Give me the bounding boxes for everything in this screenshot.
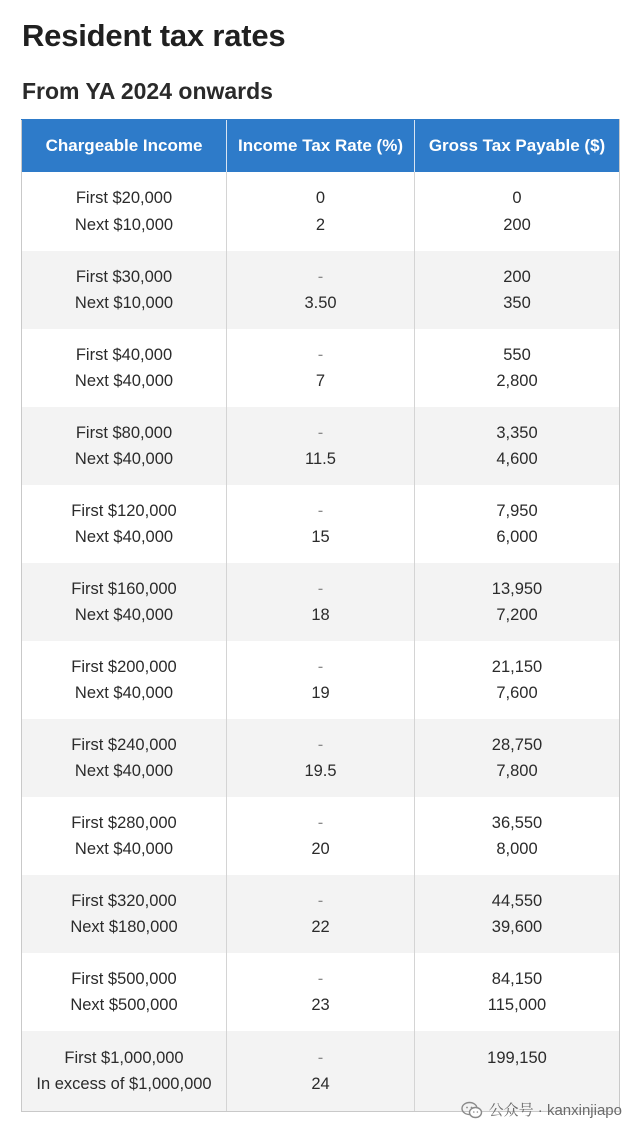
header-gross-tax-payable: Gross Tax Payable ($)	[415, 120, 620, 173]
rate-cell-line: 19	[311, 684, 330, 702]
rate-cell-line: 23	[311, 996, 330, 1014]
income-cell-line: First $20,000	[75, 189, 173, 207]
tax-cell-line: 6,000	[496, 528, 538, 546]
tax-cell	[415, 563, 620, 641]
income-cell-line: Next $40,000	[74, 450, 174, 468]
rate-cell	[227, 797, 415, 875]
income-cell-line: Next $10,000	[74, 294, 174, 312]
tax-cell	[415, 485, 620, 563]
income-cell-line: Next $40,000	[74, 762, 174, 780]
rate-cell-line: -	[317, 657, 324, 676]
table-row	[22, 641, 620, 719]
rate-cell-line: -	[317, 267, 324, 286]
income-cell	[22, 641, 227, 719]
tax-cell	[415, 797, 620, 875]
tax-cell-line: 350	[503, 294, 531, 312]
rate-cell-line: 20	[311, 840, 330, 858]
rate-cell	[227, 641, 415, 719]
header-chargeable-income: Chargeable Income	[22, 120, 227, 173]
tax-cell-line: 44,550	[491, 891, 543, 910]
table-row	[22, 407, 620, 485]
tax-cell-line: 7,200	[496, 606, 538, 624]
rate-cell-line: 18	[311, 606, 330, 624]
rate-cell-line: 15	[311, 528, 330, 546]
income-cell-line: Next $180,000	[70, 918, 178, 936]
table-row	[22, 719, 620, 797]
income-cell-line: First $80,000	[75, 423, 173, 442]
table-row	[22, 329, 620, 407]
income-cell-line: First $500,000	[71, 969, 177, 988]
tax-cell-line: 84,150	[491, 969, 543, 988]
tax-cell-line: 4,600	[496, 450, 538, 468]
tax-cell	[415, 875, 620, 953]
rate-cell-line: 7	[315, 372, 326, 390]
rate-cell-line: 11.5	[305, 450, 336, 468]
rate-cell-line: 0	[315, 189, 326, 207]
tax-cell-line: 7,600	[496, 684, 538, 702]
rate-cell-line: -	[317, 423, 324, 442]
table-row	[22, 797, 620, 875]
tax-cell-line: 7,800	[496, 762, 538, 780]
income-cell-line: Next $10,000	[74, 215, 174, 234]
rate-cell	[227, 485, 415, 563]
tax-cell-line: 8,000	[496, 840, 538, 858]
rate-cell-line: -	[317, 891, 324, 910]
income-cell-line: Next $40,000	[74, 606, 174, 624]
income-cell	[22, 407, 227, 485]
table-row	[22, 875, 620, 953]
tax-cell-line: 13,950	[491, 579, 543, 598]
income-cell-line: First $200,000	[71, 657, 177, 676]
table-row	[22, 172, 620, 251]
tax-rates-table	[21, 119, 620, 1112]
income-cell-line: Next $500,000	[70, 996, 178, 1014]
income-cell-line: First $120,000	[71, 501, 177, 520]
income-cell	[22, 251, 227, 329]
tax-cell-line: 2,800	[496, 372, 538, 390]
tax-cell-line: 7,950	[496, 501, 538, 520]
tax-cell-line: 200	[503, 267, 531, 286]
income-cell-line: First $40,000	[75, 345, 173, 364]
tax-cell-line: 550	[503, 345, 531, 364]
tax-cell	[415, 251, 620, 329]
tax-cell	[415, 641, 620, 719]
rate-cell-line: 19.5	[304, 762, 337, 780]
income-cell-line: Next $40,000	[74, 840, 174, 858]
tax-cell-line: 3,350	[496, 423, 538, 442]
tax-cell	[415, 329, 620, 407]
watermark	[461, 1099, 622, 1120]
tax-cell-line: 28,750	[491, 735, 543, 754]
income-cell	[22, 953, 227, 1031]
tax-cell	[415, 407, 620, 485]
table-row	[22, 953, 620, 1031]
table-row	[22, 485, 620, 563]
tax-cell-line	[415, 1071, 619, 1098]
income-cell-line: In excess of $1,000,000	[36, 1075, 212, 1093]
tax-cell-line: 21,150	[491, 657, 543, 676]
income-cell	[22, 485, 227, 563]
tax-cell	[415, 719, 620, 797]
header-income-tax-rate: Income Tax Rate (%)	[227, 120, 415, 173]
income-cell-line: Next $40,000	[74, 684, 174, 702]
rate-cell-line: 24	[311, 1075, 330, 1093]
rate-cell	[227, 875, 415, 953]
table-header-row	[22, 120, 620, 173]
income-cell-line: First $30,000	[75, 267, 173, 286]
income-cell-line: First $1,000,000	[64, 1048, 184, 1067]
rate-cell-line: 2	[315, 215, 326, 234]
tax-cell	[415, 172, 620, 251]
income-cell-line: First $320,000	[71, 891, 177, 910]
table-body	[22, 172, 620, 1112]
income-cell	[22, 875, 227, 953]
wechat-icon	[461, 1101, 483, 1119]
tax-cell-line: 115,000	[487, 996, 547, 1014]
rate-cell-line: -	[317, 345, 324, 364]
income-cell	[22, 1031, 227, 1112]
income-cell-line: First $280,000	[71, 813, 177, 832]
tax-cell-line: 0	[512, 189, 522, 207]
tax-cell-line: 36,550	[491, 813, 543, 832]
rate-cell-line: -	[317, 501, 324, 520]
rate-cell	[227, 407, 415, 485]
rate-cell-line: -	[317, 813, 324, 832]
income-cell-line: First $240,000	[71, 735, 177, 754]
income-cell	[22, 172, 227, 251]
tax-cell-line: 199,150	[487, 1048, 547, 1067]
rate-cell-line: 3.50	[304, 294, 337, 312]
rate-cell	[227, 719, 415, 797]
rate-cell-line: -	[317, 969, 324, 988]
rate-cell-line: -	[317, 735, 324, 754]
income-cell-line: Next $40,000	[74, 372, 174, 390]
rate-cell	[227, 172, 415, 251]
rate-cell	[227, 563, 415, 641]
income-cell-line: First $160,000	[71, 579, 177, 598]
income-cell	[22, 719, 227, 797]
page-subtitle: From YA 2024 onwards	[22, 78, 273, 104]
table-row	[22, 563, 620, 641]
rate-cell	[227, 953, 415, 1031]
income-cell	[22, 563, 227, 641]
tax-cell-line: 200	[503, 215, 531, 234]
income-cell-line: Next $40,000	[74, 528, 174, 546]
rate-cell	[227, 1031, 415, 1112]
watermark-text: 公众号 · kanxinjiapo	[488, 1102, 622, 1119]
income-cell	[22, 797, 227, 875]
rate-cell-line: -	[317, 579, 324, 598]
rate-cell-line: -	[317, 1048, 324, 1067]
rate-cell	[227, 329, 415, 407]
tax-cell-line: 39,600	[491, 918, 543, 936]
income-cell	[22, 329, 227, 407]
tax-cell	[415, 953, 620, 1031]
rate-cell	[227, 251, 415, 329]
page-title: Resident tax rates	[22, 18, 286, 53]
table-row	[22, 251, 620, 329]
rate-cell-line: 22	[311, 918, 330, 936]
